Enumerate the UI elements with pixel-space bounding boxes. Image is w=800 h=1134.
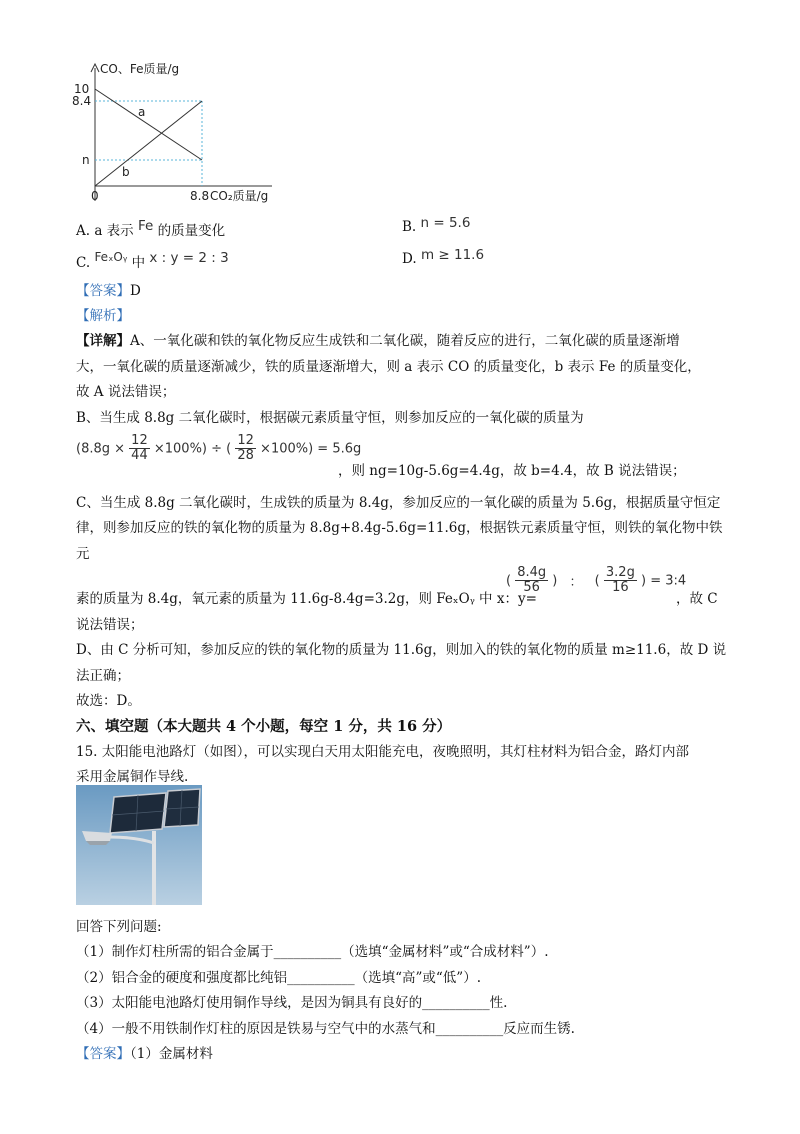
line-b — [95, 101, 202, 186]
detail-a-line3: 故 A 说法错误； — [76, 384, 176, 400]
line-a — [95, 89, 202, 160]
detail-a-line1: 【详解】A、一氧化碳和铁的氧化物反应生成铁和二氧化碳，随着反应的进行，二氧化碳的质量逐渐增 — [76, 333, 680, 349]
answer-1: 【答案】D — [76, 283, 141, 299]
detail-c-end: ，故 C — [676, 591, 718, 607]
solar-street-light-image — [76, 785, 202, 905]
detail-b-formula: (8.8g × $\frac{12}{44}$ ×100%) ÷ ( $\frac{12}{28}$ ×100%) = 5.6g — [76, 433, 362, 464]
graph-tick-84: 8.4 — [72, 94, 92, 108]
graph-tick-88: 8.8 — [190, 189, 210, 203]
detail-b-line1: B、当生成 8.8g 二氧化碳时，根据碳元素质量守恒，则参加反应的一氧化碳的质量为 — [76, 410, 584, 426]
mass-graph — [62, 56, 282, 206]
option-a: A. a 表示 Fe 的质量变化 — [76, 218, 226, 239]
q15-sub4: （4）一般不用铁制作灯柱的原因是铁易与空气中的水蒸气和__________反应而生锈. — [76, 1021, 575, 1037]
q15-line2: 采用金属铜作导线. — [76, 769, 189, 785]
detail-c-line1: C、当生成 8.8g 二氧化碳时，生成铁的质量为 8.4g，参加反应的一氧化碳的质量为 5.6g，根据质量守恒定 — [76, 495, 721, 511]
solar-panel-icon — [110, 789, 200, 833]
option-a-chem: Fe — [137, 218, 154, 234]
option-b: B. n = 5.6 — [402, 215, 471, 235]
detail-choose: 故选：D。 — [76, 693, 141, 709]
detail-a-line2: 大，一氧化碳的质量逐渐减少，铁的质量逐渐增大，则 a 表示 CO 的质量变化，b 表示 Fe 的质量变化， — [76, 359, 701, 375]
detail-d-line1: D、由 C 分析可知，参加反应的铁的氧化物的质量为 11.6g，则加入的铁的氧化物的质量 m≥11.6，故 D 说 — [76, 642, 727, 658]
detail-b-line2: ，则 ng=10g-5.6g=4.4g，故 b=4.4，故 B 说法错误； — [338, 463, 686, 479]
graph-tick-n: n — [82, 153, 90, 167]
graph-tick-10: 10 — [74, 82, 90, 96]
graph-axes — [91, 64, 272, 201]
fraction-84-56: $\frac{8.4g}{56}$ — [517, 565, 547, 596]
q15-sub1: （1）制作灯柱所需的铝合金属于__________（选填“金属材料”或“合成材料”）. — [76, 944, 549, 960]
graph-origin: 0 — [91, 189, 99, 203]
fraction-12-44: $\frac{12}{44}$ — [131, 433, 148, 464]
detail-c-line5: 说法错误； — [76, 617, 144, 633]
detail-c-line2: 律，则参加反应的铁的氧化物的质量为 8.8g+8.4g-5.6g=11.6g，根据铁元素质量守恒，则铁的氧化物中铁 — [76, 520, 723, 536]
option-d: D. m ≥ 11.6 — [402, 247, 485, 267]
detail-c-formula: ( $\frac{8.4g}{56}$ ) ： ( $\frac{3.2g}{16}$ ) = 3:4 — [506, 565, 687, 596]
graph-xlabel: CO₂质量/g — [210, 189, 269, 203]
graph-label-b: b — [122, 165, 130, 179]
option-c: C. FeₓOᵧ 中 x : y = 2 : 3 — [76, 250, 229, 271]
q15-line1: 15. 太阳能电池路灯（如图），可以实现白天用太阳能充电，夜晚照明，其灯柱材料为铝合金，路灯内部 — [76, 744, 690, 760]
answer-2: 【答案】（1）金属材料 — [76, 1046, 213, 1062]
q15-sub3: （3）太阳能电池路灯使用铜作导线，是因为铜具有良好的__________性. — [76, 995, 508, 1011]
graph-ylabel: CO、Fe质量/g — [100, 62, 180, 76]
analysis-tag: 【解析】 — [76, 308, 130, 324]
q15-sub2: （2）铝合金的硬度和强度都比纯铝__________（选填“高”或“低”）. — [76, 970, 481, 986]
q15-prompt: 回答下列问题: — [76, 919, 162, 935]
fraction-32-16: $\frac{3.2g}{16}$ — [605, 565, 635, 596]
fraction-12-28: $\frac{12}{28}$ — [237, 433, 254, 464]
section-heading: 六、填空题（本大题共 4 个小题，每空 1 分，共 16 分） — [76, 718, 452, 735]
graph-label-a: a — [138, 105, 146, 119]
detail-d-line2: 法正确； — [76, 668, 130, 684]
detail-c-line4: 素的质量为 8.4g，氧元素的质量为 11.6g-8.4g=3.2g，则 FeₓOᵧ 中 x：y= — [76, 591, 537, 607]
detail-c-line3: 元 — [76, 546, 90, 562]
